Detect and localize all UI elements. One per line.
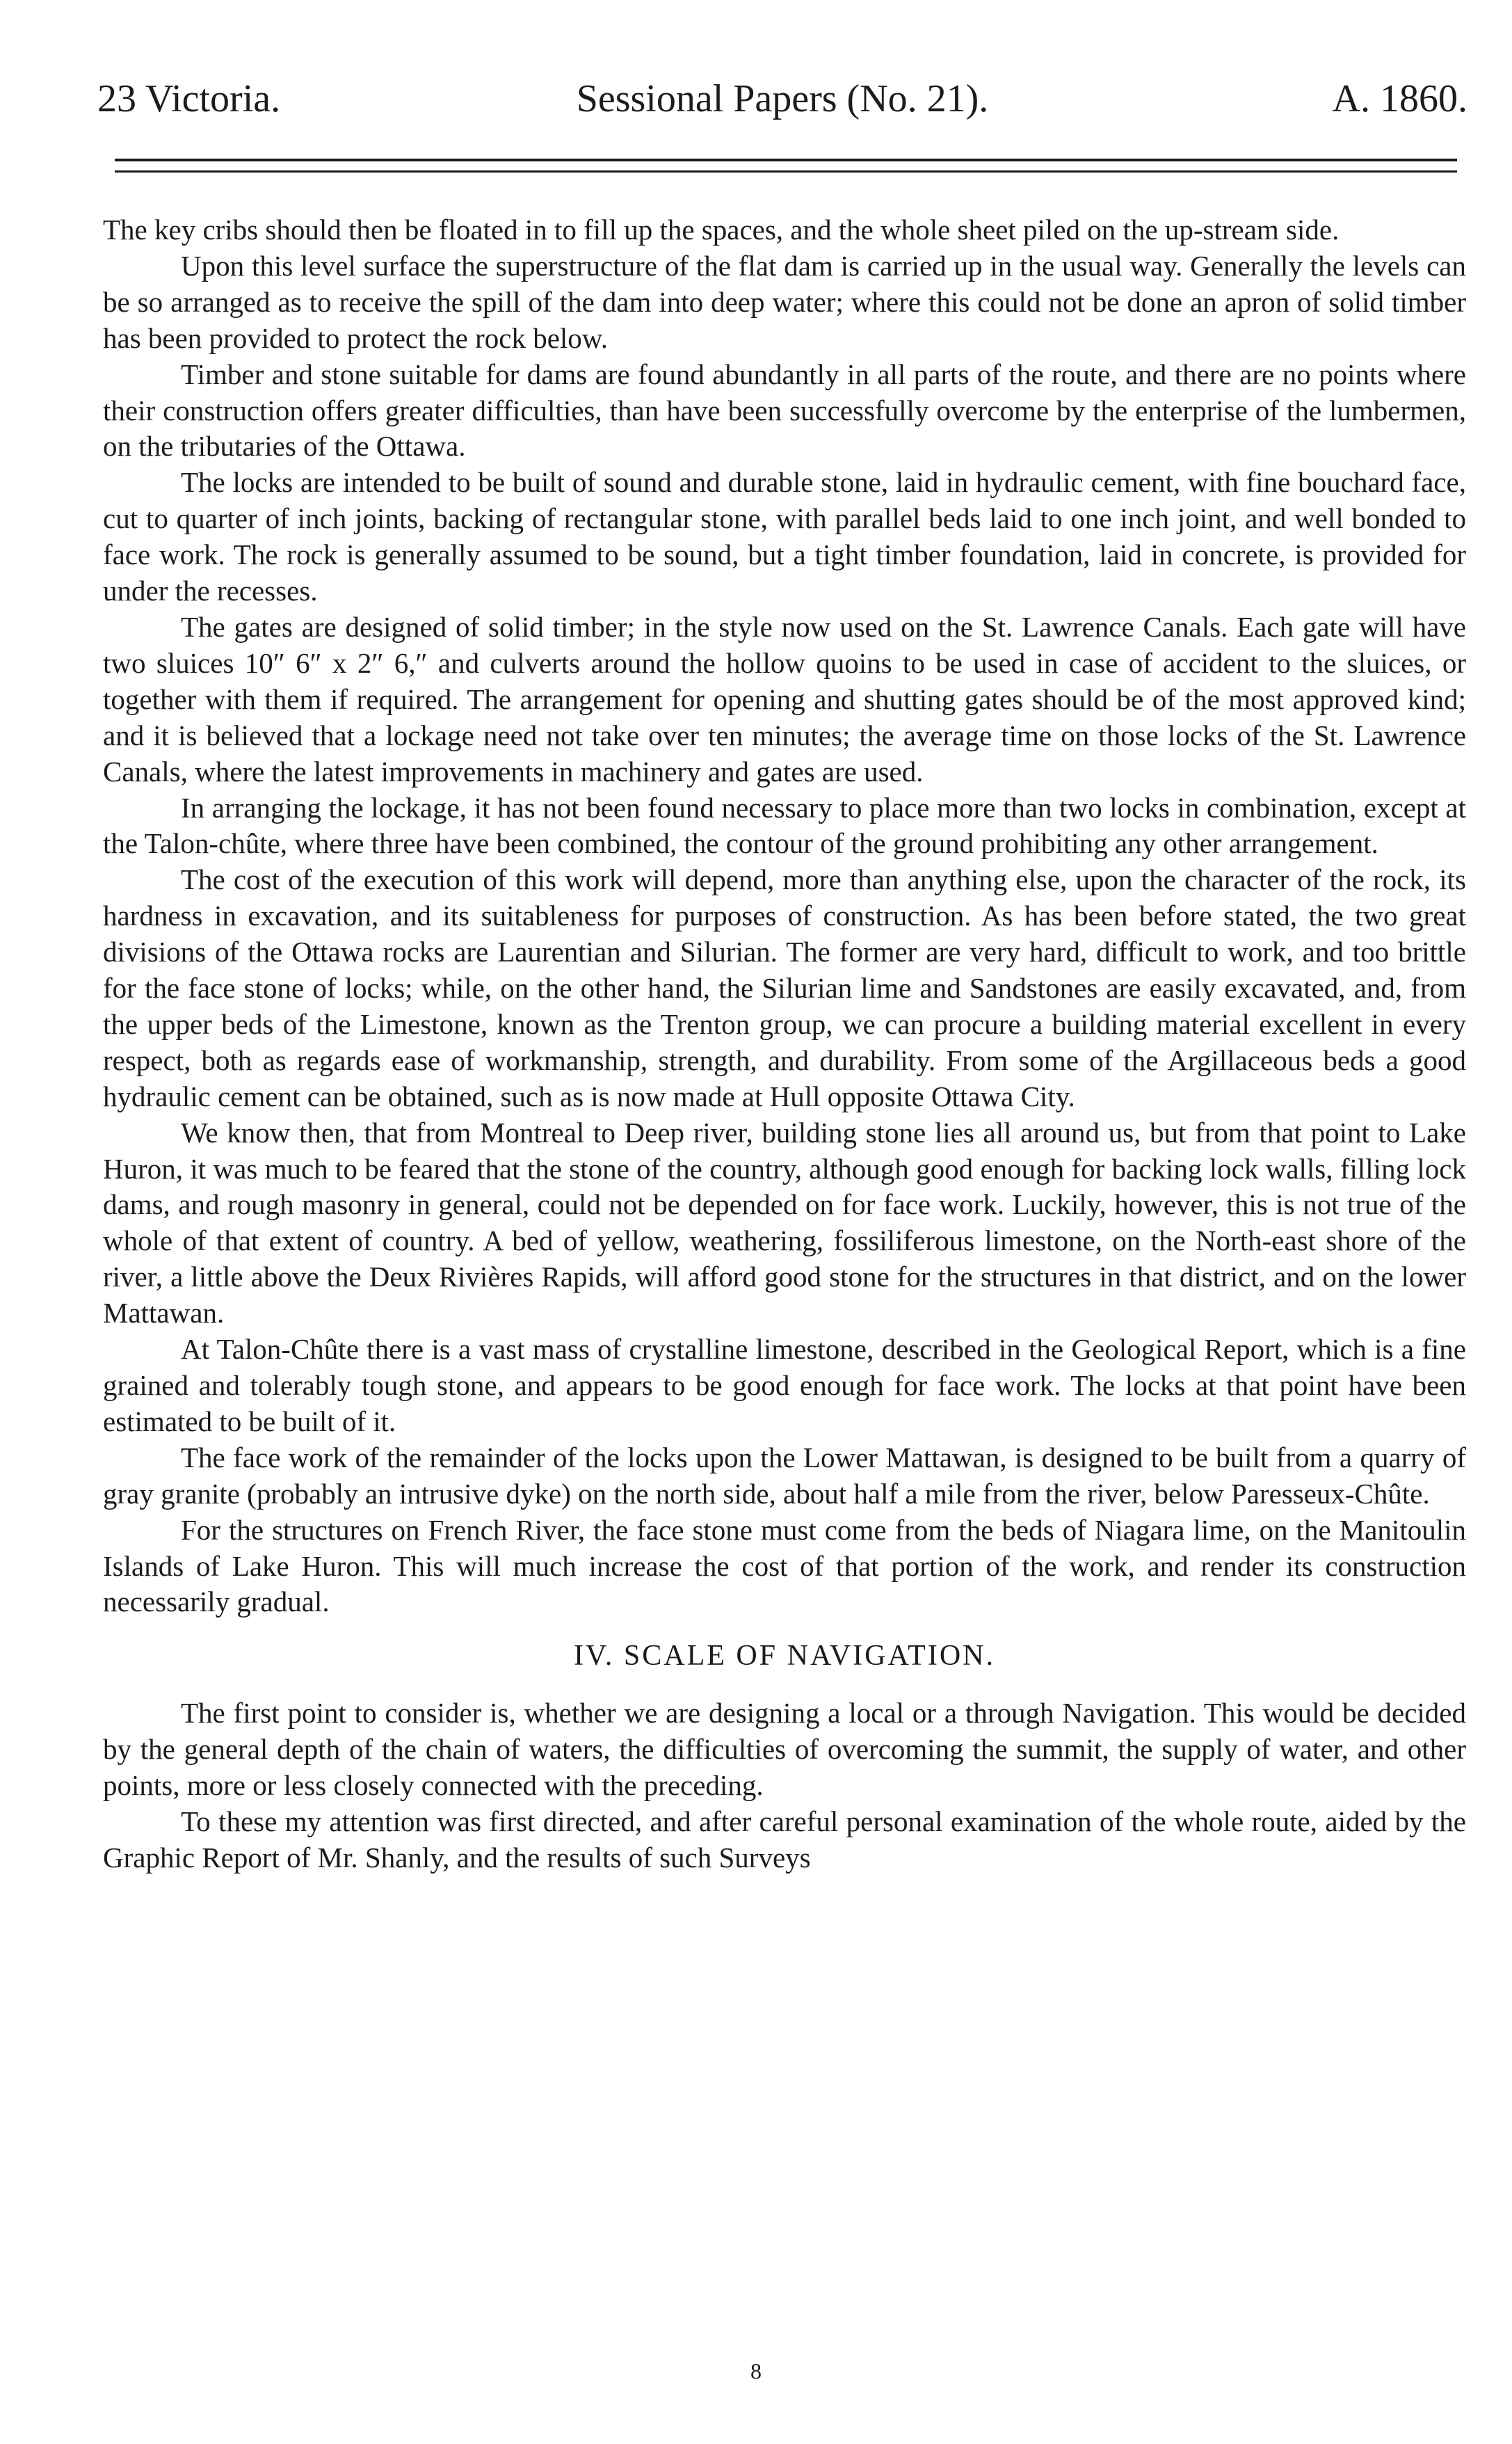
- header-rule-thick: [115, 159, 1457, 161]
- paragraph-first-point: The first point to consider is, whether we are designing a local or a through Navigation. This would be decided by the general depth of the chain of waters, the difficulties of overcoming the summit, the supply of water, and other points, more or less closely connected with the preceding.: [103, 1697, 1466, 1802]
- paragraph-face-work: The face work of the remainder of the locks upon the Lower Mattawan, is designed to be built from a quarry of gray granite (probably an intrusive dyke) on the north side, about half a mile from the river, below Paresseux-Chûte.: [103, 1441, 1466, 1510]
- paragraph-gates: The gates are designed of solid timber; in the style now used on the St. Lawrence Canals. Each gate will have two sluices 10″ 6″ x 2″ 6,″ and culverts around the hollow quoins to be used in case of accident to the sluices, or together with them if required. The arrangement for opening and shutting gates should be of the most approved kind; and it is believed that a lockage need not take over ten minutes; the average time on those locks of the St. Lawrence Canals, where the latest improvements in machinery and gates are used.: [103, 610, 1466, 788]
- paragraph-building-stone: We know then, that from Montreal to Deep river, building stone lies all around us, but from that point to Lake Huron, it was much to be feared that the stone of the country, although good enough for backing lock walls, filling lock dams, and rough masonry in general, could not be depended on for face work. Luckily, however, this is not true of the whole of that extent of country. A bed of yellow, weathering, fossiliferous limestone, on the North-east shore of the river, a little above the Deux Rivières Rapids, will afford good stone for the structures in that district, and on the lower Mattawan.: [103, 1116, 1466, 1329]
- paragraph-talon-chute: At Talon-Chûte there is a vast mass of crystalline limestone, described in the Geological Report, which is a fine grained and tolerably tough stone, and appears to be good enough for face work. The locks at that point have been estimated to be built of it.: [103, 1333, 1466, 1437]
- paragraph-french-river: For the structures on French River, the face stone must come from the beds of Niagara lime, on the Manitoulin Islands of Lake Huron. This will much increase the cost of that portion of the work, and render its construction necessarily gradual.: [103, 1513, 1466, 1618]
- header-rule-thin: [115, 170, 1457, 173]
- header-session: 23 Victoria.: [97, 77, 281, 120]
- paragraph-attention: To these my attention was first directed, and after careful personal examination of the whole route, aided by the Graphic Report of Mr. Shanly, and the results of such Surveys: [103, 1805, 1466, 1874]
- paragraph-timber-stone: Timber and stone suitable for dams are found abundantly in all parts of the route, and there are no points where their construction offers greater difficulties, than have been successfully overcome by the enterprise of the lumbermen, on the tributaries of the Ottawa.: [103, 358, 1466, 463]
- paragraph-superstructure: Upon this level surface the superstructure of the flat dam is carried up in the usual way. Generally the levels can be so arranged as to receive the spill of the dam into deep water; where this could not be done an apron of solid timber has been provided to protect the rock below.: [103, 249, 1466, 354]
- page-number: 8: [750, 2358, 762, 2383]
- body-text: [103, 212, 1466, 1876]
- header-title: Sessional Papers (No. 21).: [576, 77, 989, 120]
- section-heading: IV. SCALE OF NAVIGATION.: [574, 1640, 995, 1672]
- paragraph-locks: The locks are intended to be built of sound and durable stone, laid in hydraulic cement, with fine bouchard face, cut to quarter of inch joints, backing of rectangular stone, with parallel beds laid to one inch joint, and well bonded to face work. The rock is generally assumed to be sound, but a tight timber foundation, laid in concrete, is provided for under the recesses.: [103, 466, 1466, 607]
- paragraph-lockage: In arranging the lockage, it has not been found necessary to place more than two locks in combination, except at the Talon-chûte, where three have been combined, the contour of the ground prohibiting any other arrangement.: [103, 791, 1466, 860]
- header-year: A. 1860.: [1332, 77, 1467, 120]
- paragraph-key-cribs: The key cribs should then be floated in to fill up the spaces, and the whole sheet piled on the up-stream side.: [103, 214, 1340, 246]
- running-header: [97, 77, 1467, 132]
- paragraph-cost: The cost of the execution of this work will depend, more than anything else, upon the character of the rock, its hardness in excavation, and its suitableness for purposes of construction. As has been before stated, the two great divisions of the Ottawa rocks are Laurentian and Silurian. The former are very hard, difficult to work, and too brittle for the face stone of locks; while, on the other hand, the Silurian lime and Sandstones are easily excavated, and, from the upper beds of the Limestone, known as the Trenton group, we can procure a building material excellent in every respect, both as regards ease of workmanship, strength, and durability. From some of the Argillaceous beds a good hydraulic cement can be obtained, such as is now made at Hull opposite Ottawa City.: [103, 863, 1466, 1112]
